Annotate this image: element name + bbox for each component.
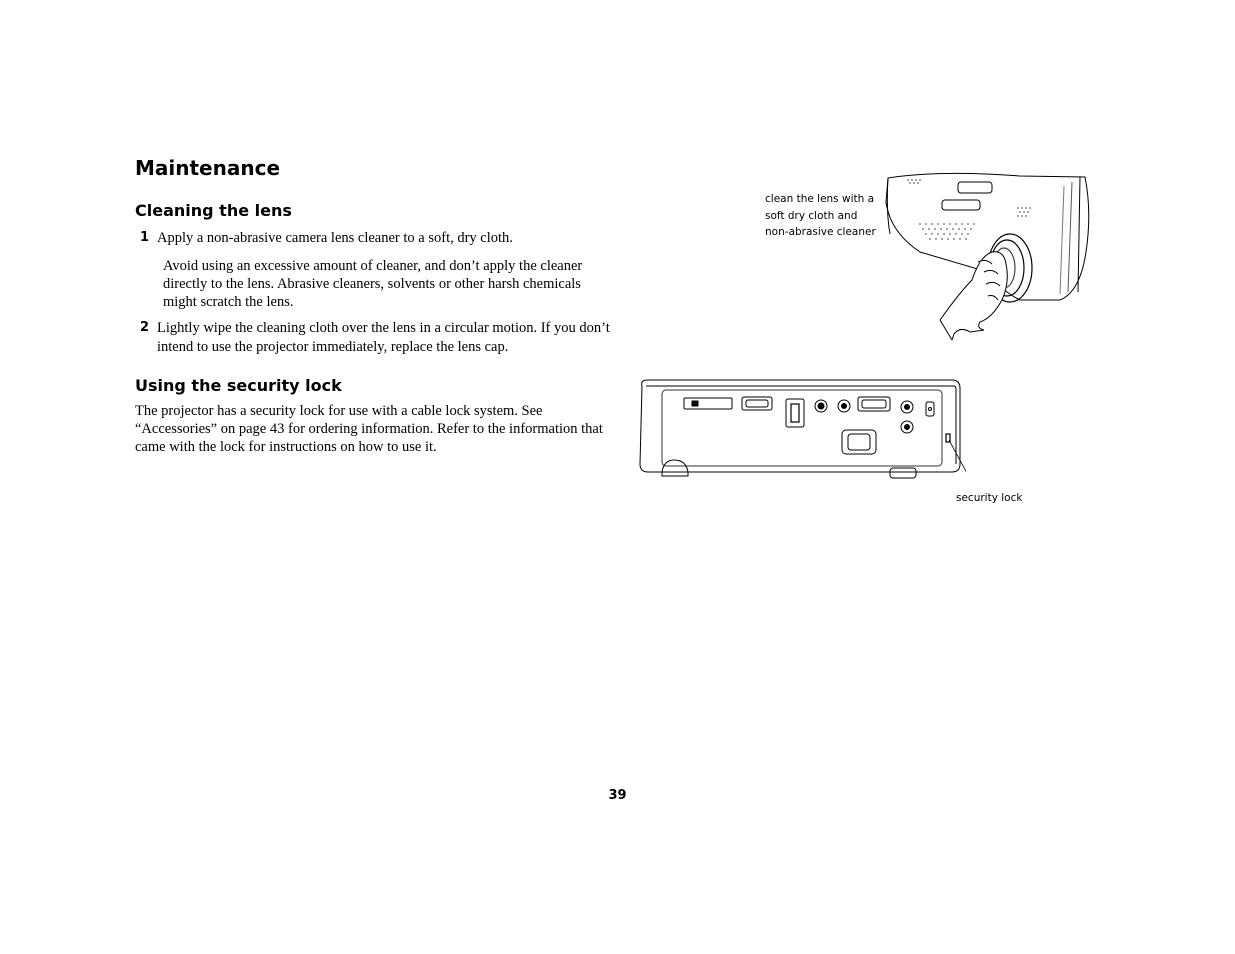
step-1-note: Avoid using an excessive amount of cleaner, and don’t apply the cleaner directly to the lens. Abrasive cleaners, solvents or other harsh chemicals might scratch the lens. [163, 258, 583, 310]
security-lock-caption: security lock [956, 492, 1023, 504]
lens-figure-caption: clean the lens with a soft dry cloth and non-abrasive cleaner [765, 193, 876, 238]
projector-rear-panel-illustration [636, 376, 966, 486]
security-lock-text: The projector has a security lock for use with a cable lock system. See “Accessories” on page 43 for ordering information. Refer to the information that came with the lock for instructions on how to use it. [135, 403, 603, 455]
lens-cleaning-illustration [880, 172, 1092, 344]
page-number: 39 [608, 788, 627, 803]
step-2-text: Lightly wipe the cleaning cloth over the lens in a circular motion. If you don’t intend to use the projector immediately, replace the lens cap. [157, 320, 610, 355]
step-1-text: Apply a non-abrasive camera lens cleaner to a soft, dry cloth. [157, 230, 513, 246]
page-title: Maintenance [135, 156, 281, 180]
step-2-number: 2 [140, 320, 150, 335]
step-1-number: 1 [140, 230, 150, 245]
section-heading-security-lock: Using the security lock [135, 376, 342, 395]
section-heading-cleaning-lens: Cleaning the lens [135, 201, 292, 220]
